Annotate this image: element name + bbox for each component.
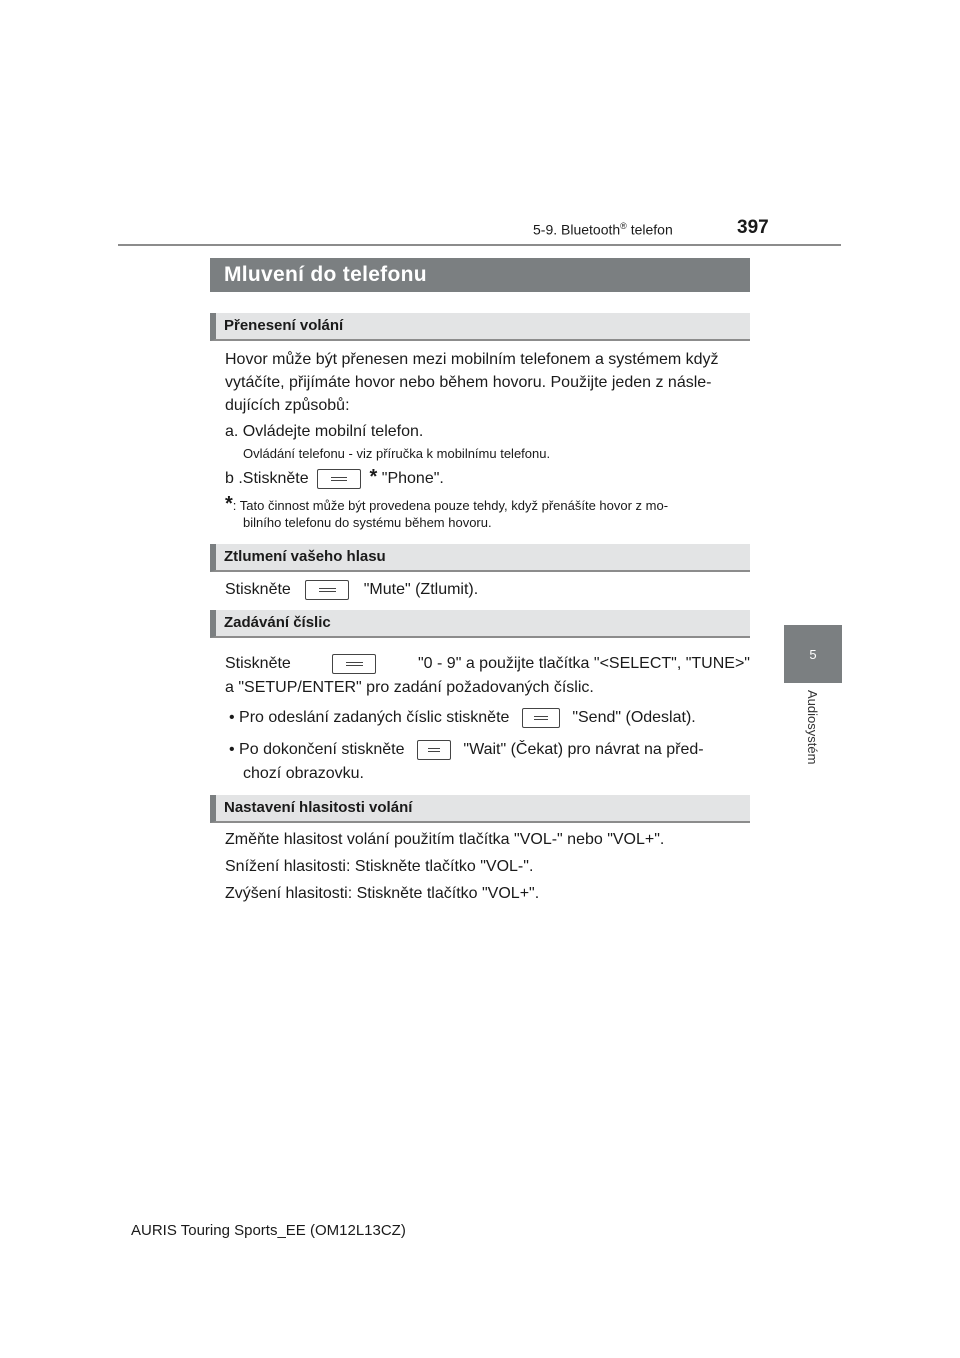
heading-volume: Nastavení hlasitosti volání xyxy=(210,795,750,823)
digits-text-2: a "SETUP/ENTER" pro zadání požadovaných číslic. xyxy=(225,679,594,696)
transfer-item-b: b .Stiskněte * "Phone". xyxy=(225,466,444,488)
footer-model: AURIS Touring Sports_EE (OM12L13CZ) xyxy=(131,1222,406,1239)
transfer-item-a-note: Ovládání telefonu - viz příručka k mobilnímu telefonu. xyxy=(243,446,551,461)
chapter-tab[interactable] xyxy=(784,625,842,683)
wait-button-icon xyxy=(417,740,451,760)
digits-text-1: Stiskněte "0 - 9" a použijte tlačítka "<SELECT", "TUNE>" xyxy=(225,655,750,672)
transfer-text-3: dujících způsobů: xyxy=(225,397,350,414)
digits-bullet-wait: • Po dokončení stiskněte "Wait" (Čekat) pro návrat na před- xyxy=(229,741,704,758)
transfer-text-2: vytáčíte, přijímáte hovor nebo během hovoru. Použijte jeden z násle- xyxy=(225,374,712,391)
heading-digits: Zadávání číslic xyxy=(210,610,750,638)
chapter-number: 5 xyxy=(809,646,817,662)
mute-button-icon xyxy=(305,580,349,600)
mute-text: Stiskněte "Mute" (Ztlumit). xyxy=(225,581,479,598)
digits-button-icon xyxy=(332,654,376,674)
volume-text-3: Zvýšení hlasitosti: Stiskněte tlačítko "VOL+". xyxy=(225,885,540,902)
heading-mute: Ztlumení vašeho hlasu xyxy=(210,544,750,572)
send-button-icon xyxy=(522,708,560,728)
chapter-label: Audiosystém xyxy=(805,690,820,765)
transfer-text-1: Hovor může být přenesen mezi mobilním telefonem a systémem když xyxy=(225,351,719,368)
page-title: Mluvení do telefonu xyxy=(210,258,750,292)
section-title: 5-9. Bluetooth® telefon xyxy=(533,221,673,238)
volume-text-1: Změňte hlasitost volání použitím tlačítka "VOL-" nebo "VOL+". xyxy=(225,831,665,848)
digits-bullet-send: • Pro odeslání zadaných číslic stiskněte "Send" (Odeslat). xyxy=(229,709,696,726)
page-number: 397 xyxy=(737,217,769,238)
digits-bullet-wait-line-2: chozí obrazovku. xyxy=(243,765,364,782)
volume-text-2: Snížení hlasitosti: Stiskněte tlačítko "VOL-". xyxy=(225,858,534,875)
heading-transfer: Přenesení volání xyxy=(210,313,750,341)
transfer-item-a: a. Ovládejte mobilní telefon. xyxy=(225,423,424,440)
phone-button-icon xyxy=(317,469,361,489)
footnote-line-2: bilního telefonu do systému během hovoru. xyxy=(243,515,492,530)
header-divider xyxy=(118,244,841,246)
footnote: *: Tato činnost může být provedena pouze tehdy, když přenášíte hovor z mo- xyxy=(225,493,669,515)
